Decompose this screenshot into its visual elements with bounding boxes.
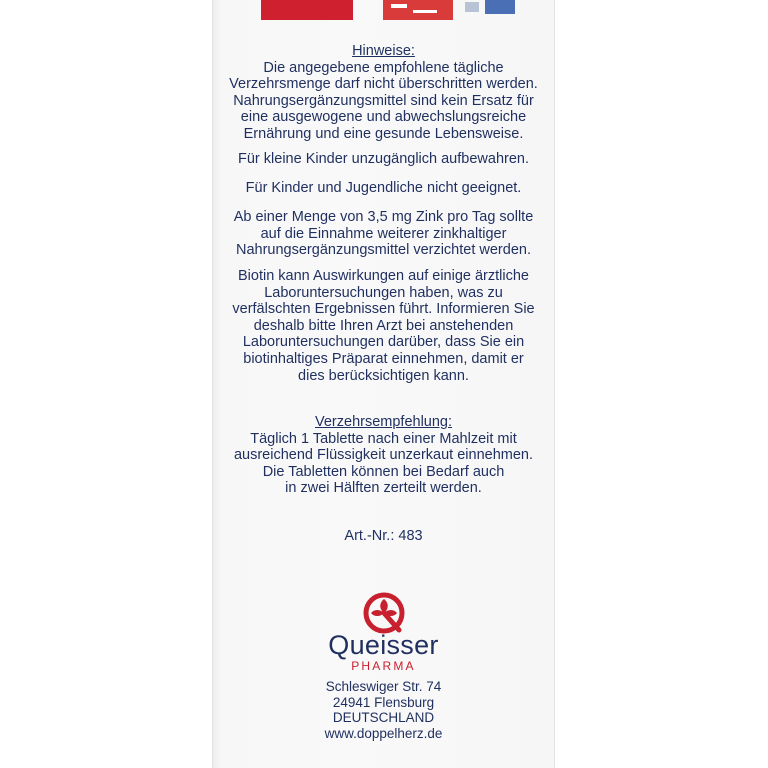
- verzehr-line: in zwei Hälften zerteilt werden.: [285, 480, 482, 497]
- biotin-line: verfälschten Ergebnissen führt. Informieren Sie: [232, 301, 535, 318]
- hinweise-heading: Hinweise:: [352, 43, 415, 59]
- top-red-band: [261, 0, 353, 20]
- verzehr-line: ausreichend Flüssigkeit unzerkaut einnehmen.: [233, 447, 534, 464]
- brand-subtitle: PHARMA: [351, 659, 416, 673]
- biotin-line: Laboruntersuchungen haben, was zu: [264, 284, 503, 301]
- biotin-line: biotinhaltiges Präparat einnehmen, damit er: [243, 350, 524, 367]
- hinweise-line: eine ausgewogene und abwechslungsreiche: [240, 109, 527, 126]
- warning-children: Für kleine Kinder unzugänglich aufbewahren.: [238, 151, 529, 167]
- zinc-line: auf die Einnahme weiterer zinkhaltiger: [260, 225, 507, 242]
- address-street: Schleswiger Str. 74: [325, 679, 442, 694]
- zinc-line: Ab einer Menge von 3,5 mg Zink pro Tag sollte: [233, 209, 534, 225]
- biotin-warning: [213, 268, 554, 384]
- biotin-line: deshalb bitte Ihren Arzt bei anstehenden: [253, 317, 514, 334]
- warning-youth: Für Kinder und Jugendliche nicht geeignet.: [245, 180, 522, 196]
- company-address: [213, 679, 554, 741]
- hinweise-line: Verzehrsmenge darf nicht überschritten werden.: [229, 76, 538, 93]
- address-country: DEUTSCHLAND: [332, 710, 435, 726]
- hinweise-line: Ernährung und eine gesunde Lebensweise.: [243, 125, 524, 142]
- biotin-line: dies berücksichtigen kann.: [298, 367, 469, 384]
- brand-name: Queisser: [328, 630, 439, 660]
- product-box-side: [213, 0, 554, 768]
- address-city: 24941 Flensburg: [332, 694, 435, 710]
- hinweise-line: Die angegebene empfohlene tägliche: [263, 59, 504, 76]
- box-top-print: [213, 0, 554, 22]
- biotin-line: Biotin kann Auswirkungen auf einige ärztliche: [238, 268, 529, 284]
- zinc-warning: [213, 209, 554, 259]
- biotin-line: Laboruntersuchungen darüber, dass Sie ein: [242, 334, 525, 351]
- verzehr-line: Täglich 1 Tablette nach einer Mahlzeit mit: [250, 430, 517, 447]
- top-blue-mark: [485, 0, 515, 14]
- top-grey-mark: [465, 2, 479, 12]
- hinweise-section: [213, 43, 554, 143]
- top-flag-band: [383, 0, 453, 20]
- verzehr-heading: Verzehrsempfehlung:: [314, 414, 453, 430]
- website-url: www.doppelherz.de: [324, 725, 443, 741]
- article-number: Art.-Nr.: 483: [344, 528, 423, 544]
- zinc-line: Nahrungsergänzungsmittel verzichtet werden.: [236, 242, 531, 259]
- hinweise-line: Nahrungsergänzungsmittel sind kein Ersatz für: [233, 92, 534, 109]
- verzehr-section: [213, 414, 554, 497]
- verzehr-line: Die Tabletten können bei Bedarf auch: [262, 463, 505, 480]
